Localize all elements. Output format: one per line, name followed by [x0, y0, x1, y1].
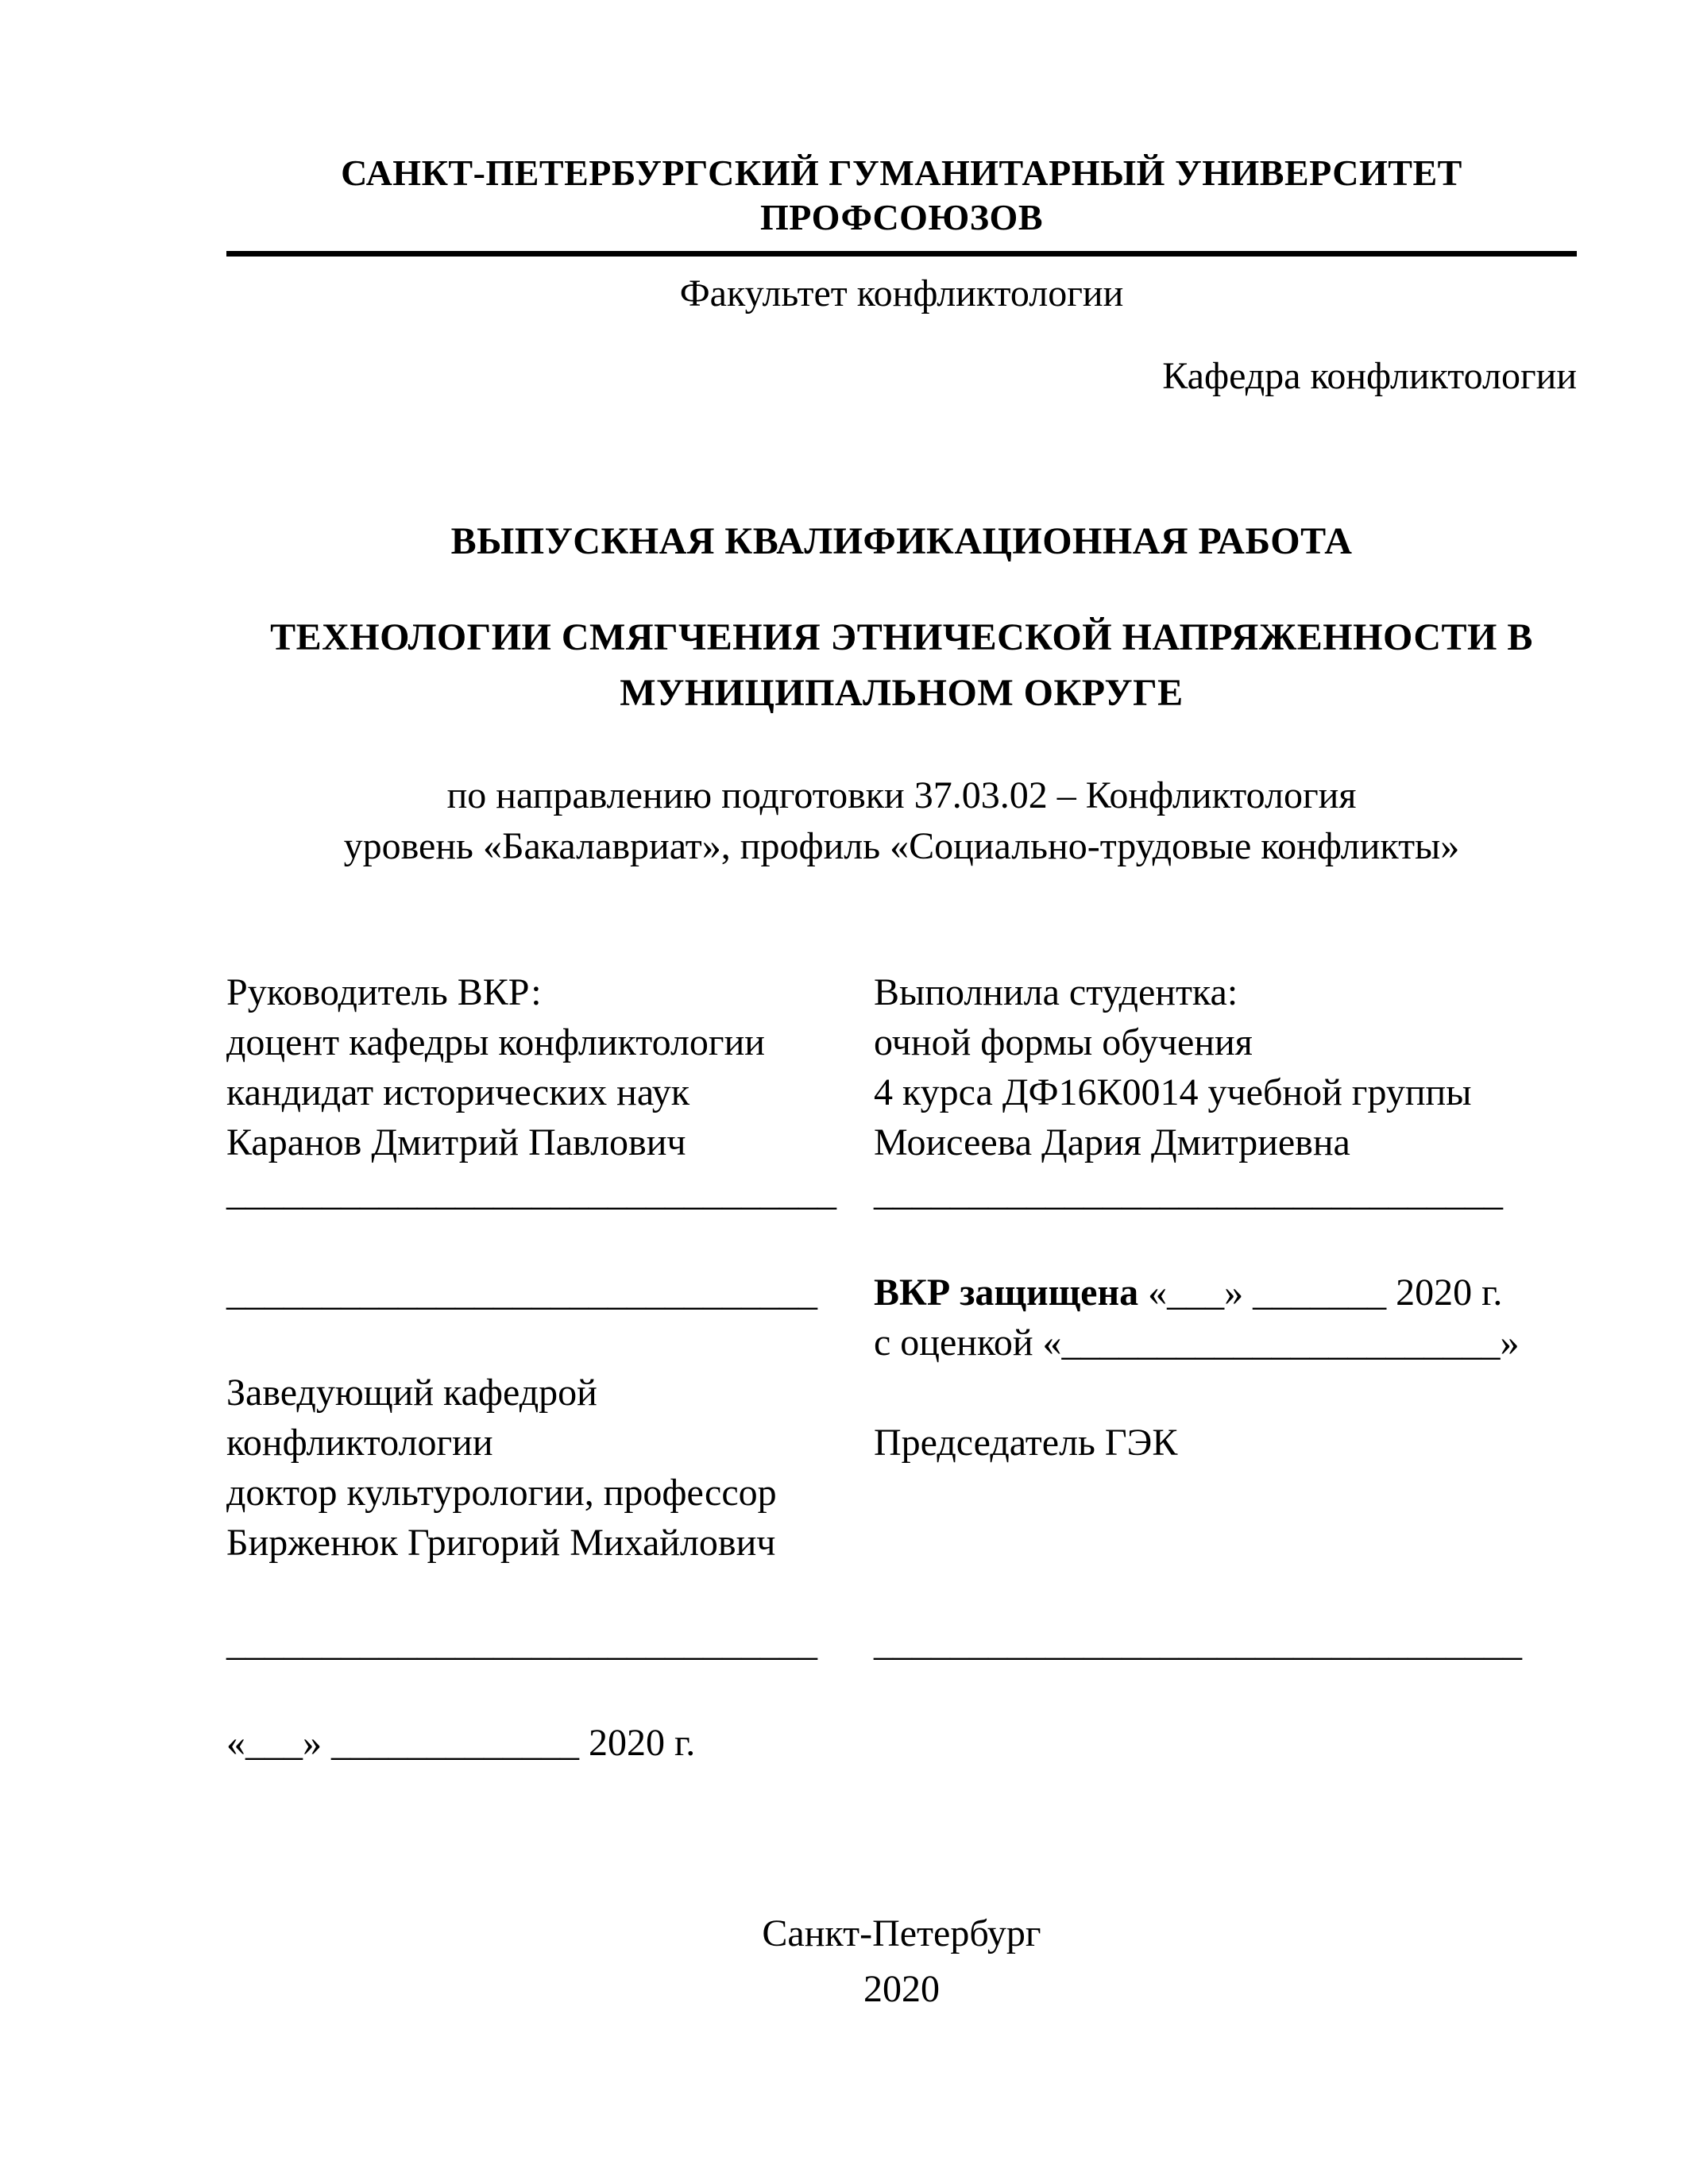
text-line — [874, 1217, 1577, 1268]
text-line: кандидат исторических наук — [226, 1071, 690, 1113]
text-line — [226, 1668, 874, 1718]
program-block — [226, 770, 1577, 872]
text-line: _______________________________ — [226, 1271, 817, 1314]
text-line — [226, 1568, 874, 1618]
thesis-title-line-1: ТЕХНОЛОГИИ СМЯГЧЕНИЯ ЭТНИЧЕСКОЙ НАПРЯЖЕННОСТИ В — [270, 616, 1533, 658]
text-line — [874, 1568, 1577, 1618]
text-line: Бирженюк Григорий Михайлович — [226, 1522, 776, 1564]
text-line — [874, 1368, 1577, 1418]
text-line — [874, 1468, 1577, 1518]
text-line: ВКР защищена «___» _______ 2020 г. — [874, 1271, 1503, 1314]
text-line: 4 курса ДФ16К0014 учебной группы — [874, 1071, 1472, 1113]
text-line: очной формы обучения — [874, 1021, 1253, 1063]
text-line: «___» _____________ 2020 г. — [226, 1722, 696, 1764]
thesis-title — [226, 610, 1577, 721]
text-line: Руководитель ВКР: — [226, 971, 542, 1013]
supervisor-column — [226, 967, 874, 1768]
department-name: Кафедра конфликтологии — [1162, 355, 1577, 397]
text-line: _________________________________ — [874, 1171, 1503, 1214]
program-line: по направлению подготовки 37.03.02 – Конфликтология — [446, 774, 1357, 816]
text-line: Выполнила студентка: — [874, 971, 1238, 1013]
text-line: доцент кафедры конфликтологии — [226, 1021, 765, 1063]
work-type-heading: ВЫПУСКНАЯ КВАЛИФИКАЦИОННАЯ РАБОТА — [450, 520, 1353, 562]
level-profile-line: уровень «Бакалавриат», профиль «Социально-трудовые конфликты» — [343, 825, 1460, 867]
text-line — [226, 1318, 874, 1368]
year: 2020 — [863, 1968, 940, 2010]
thesis-title-line-2: МУНИЦИПАЛЬНОМ ОКРУГЕ — [620, 672, 1184, 714]
text-line: доктор культурологии, профессор — [226, 1472, 777, 1514]
text-line: Заведующий кафедрой — [226, 1372, 597, 1414]
text-line: Председатель ГЭК — [874, 1422, 1178, 1464]
text-line — [226, 1217, 874, 1268]
text-line: конфликтологии — [226, 1422, 493, 1464]
university-name: САНКТ-ПЕТЕРБУРГСКИЙ ГУМАНИТАРНЫЙ УНИВЕРСИТЕТ ПРОФСОЮЗОВ — [226, 151, 1577, 257]
text-line — [874, 1518, 1577, 1568]
text-line: Моисеева Дария Дмитриевна — [874, 1121, 1350, 1163]
student-column — [874, 967, 1577, 1768]
text-line: _______________________________ — [226, 1622, 817, 1664]
text-line: Каранов Дмитрий Павлович — [226, 1121, 686, 1163]
city-name: Санкт-Петербург — [762, 1912, 1041, 1954]
text-line: ________________________________ — [226, 1171, 836, 1214]
signature-columns — [226, 967, 1577, 1768]
text-line: с оценкой «_______________________» — [874, 1322, 1520, 1364]
footer — [226, 1906, 1577, 2017]
faculty-name: Факультет конфликтологии — [679, 272, 1124, 314]
text-line: __________________________________ — [874, 1622, 1522, 1664]
